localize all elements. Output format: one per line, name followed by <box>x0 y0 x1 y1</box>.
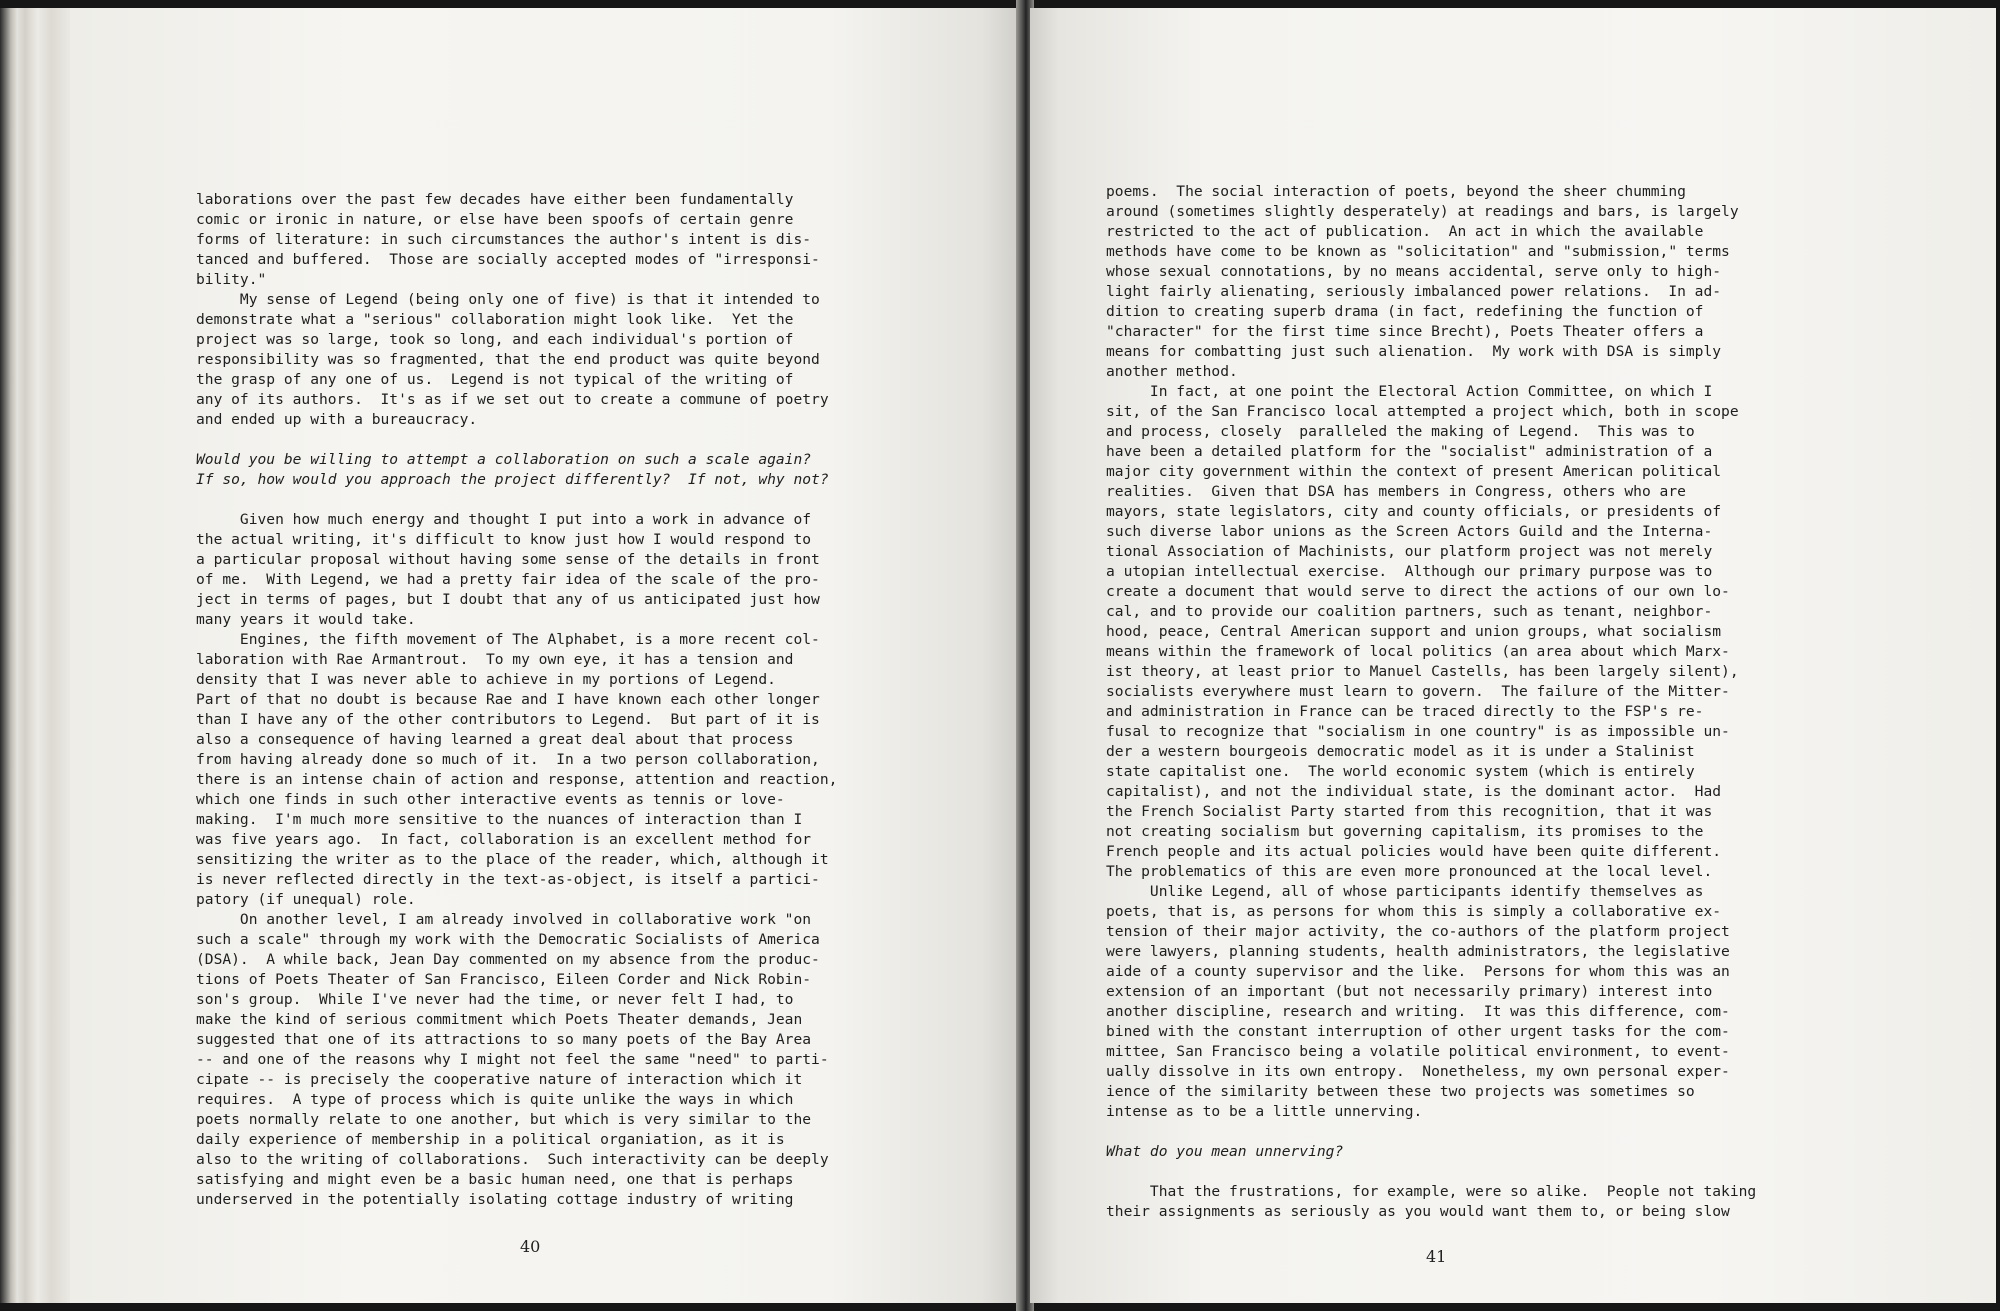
text-line: If so, how would you approach the project differently? If not, why not? <box>196 471 829 488</box>
text-line: sensitizing the writer as to the place of the reader, which, although it <box>196 851 829 868</box>
text-line: another discipline, research and writing. It was this difference, com- <box>1106 1003 1730 1020</box>
text-line: were lawyers, planning students, health administrators, the legislative <box>1106 943 1730 960</box>
text-line: around (sometimes slightly desperately) at readings and bars, is largely <box>1106 203 1739 220</box>
text-line: and process, closely paralleled the making of Legend. This was to <box>1106 423 1695 440</box>
text-line: tanced and buffered. Those are socially accepted modes of "irresponsi- <box>196 251 820 268</box>
text-line: In fact, at one point the Electoral Action Committee, on which I <box>1106 383 1713 400</box>
text-line: responsibility was so fragmented, that the end product was quite beyond <box>196 351 820 368</box>
right-page <box>1030 8 1996 1303</box>
text-line: capitalist), and not the individual state, is the dominant actor. Had <box>1106 783 1722 800</box>
right-page-number: 41 <box>1426 1247 1447 1266</box>
text-line: Part of that no doubt is because Rae and I have known each other longer <box>196 691 820 708</box>
text-line: which one finds in such other interactive events as tennis or love- <box>196 791 785 808</box>
text-line: such diverse labor unions as the Screen Actors Guild and the Interna- <box>1106 523 1713 540</box>
text-line: extension of an important (but not necessarily primary) interest into <box>1106 983 1713 1000</box>
left-page-text <box>196 190 837 1210</box>
text-line: realities. Given that DSA has members in Congress, others who are <box>1106 483 1686 500</box>
text-line: aide of a county supervisor and the like. Persons for whom this was an <box>1106 963 1730 980</box>
text-line: (DSA). A while back, Jean Day commented on my absence from the produc- <box>196 951 820 968</box>
left-page-number: 40 <box>520 1237 541 1256</box>
text-line: project was so large, took so long, and each individual's portion of <box>196 331 794 348</box>
text-line: son's group. While I've never had the time, or never felt I had, to <box>196 991 794 1008</box>
text-line: of me. With Legend, we had a pretty fair idea of the scale of the pro- <box>196 571 820 588</box>
text-line: ience of the similarity between these two projects was sometimes so <box>1106 1083 1695 1100</box>
text-line: Engines, the fifth movement of The Alphabet, is a more recent col- <box>196 631 820 648</box>
text-line: underserved in the potentially isolating cottage industry of writing <box>196 1191 794 1208</box>
text-line: methods have come to be known as "solicitation" and "submission," terms <box>1106 243 1730 260</box>
text-line: tension of their major activity, the co-authors of the platform project <box>1106 923 1730 940</box>
text-line: the French Socialist Party started from this recognition, that it was <box>1106 803 1713 820</box>
text-line: not creating socialism but governing capitalism, its promises to the <box>1106 823 1704 840</box>
text-line: many years it would take. <box>196 611 416 628</box>
text-line: "character" for the first time since Brecht), Poets Theater offers a <box>1106 323 1704 340</box>
text-line: requires. A type of process which is quite unlike the ways in which <box>196 1091 794 1108</box>
text-line: light fairly alienating, seriously imbalanced power relations. In ad- <box>1106 283 1722 300</box>
text-line: My sense of Legend (being only one of five) is that it intended to <box>196 291 820 308</box>
text-line: the actual writing, it's difficult to know just how I would respond to <box>196 531 812 548</box>
text-line: also to the writing of collaborations. Such interactivity can be deeply <box>196 1151 829 1168</box>
text-line: a utopian intellectual exercise. Although our primary purpose was to <box>1106 563 1713 580</box>
text-line: bined with the constant interruption of other urgent tasks for the com- <box>1106 1023 1730 1040</box>
text-line: socialists everywhere must learn to govern. The failure of the Mitter- <box>1106 683 1730 700</box>
text-line: ually dissolve in its own entropy. Nonetheless, my own personal exper- <box>1106 1063 1730 1080</box>
text-line: major city government within the context of present American political <box>1106 463 1722 480</box>
right-page-text <box>1106 182 1756 1222</box>
text-line: such a scale" through my work with the Democratic Socialists of America <box>196 931 820 948</box>
text-line: also a consequence of having learned a great deal about that process <box>196 731 794 748</box>
text-line: whose sexual connotations, by no means accidental, serve only to high- <box>1106 263 1722 280</box>
text-line: ject in terms of pages, but I doubt that any of us anticipated just how <box>196 591 820 608</box>
text-line: dition to creating superb drama (in fact, redefining the function of <box>1106 303 1704 320</box>
text-line: Would you be willing to attempt a collaboration on such a scale again? <box>196 451 812 468</box>
text-line: any of its authors. It's as if we set out to create a commune of poetry <box>196 391 829 408</box>
text-line: density that I was never able to achieve in my portions of Legend. <box>196 671 776 688</box>
text-line: restricted to the act of publication. An act in which the available <box>1106 223 1704 240</box>
text-line: demonstrate what a "serious" collaboration might look like. Yet the <box>196 311 794 328</box>
text-line: another method. <box>1106 363 1238 380</box>
text-line: from having already done so much of it. In a two person collaboration, <box>196 751 820 768</box>
text-line: making. I'm much more sensitive to the nuances of interaction than I <box>196 811 803 828</box>
text-line: patory (if unequal) role. <box>196 891 416 908</box>
text-line: is never reflected directly in the text-as-object, is itself a partici- <box>196 871 820 888</box>
text-line: Unlike Legend, all of whose participants identify themselves as <box>1106 883 1704 900</box>
text-line: cipate -- is precisely the cooperative nature of interaction which it <box>196 1071 803 1088</box>
text-line: The problematics of this are even more pronounced at the local level. <box>1106 863 1713 880</box>
text-line: fusal to recognize that "socialism in one country" is as impossible un- <box>1106 723 1730 740</box>
text-line: French people and its actual policies would have been quite different. <box>1106 843 1722 860</box>
text-line: poems. The social interaction of poets, beyond the sheer chumming <box>1106 183 1686 200</box>
text-line: means within the framework of local politics (an area about which Marx- <box>1106 643 1730 660</box>
text-line: satisfying and might even be a basic human need, one that is perhaps <box>196 1171 794 1188</box>
text-line: poets normally relate to one another, but which is very similar to the <box>196 1111 812 1128</box>
text-line: tional Association of Machinists, our platform project was not merely <box>1106 543 1713 560</box>
text-line: was five years ago. In fact, collaboration is an excellent method for <box>196 831 812 848</box>
text-line: Given how much energy and thought I put into a work in advance of <box>196 511 812 528</box>
text-line: the grasp of any one of us. Legend is not typical of the writing of <box>196 371 794 388</box>
text-line: means for combatting just such alienation. My work with DSA is simply <box>1106 343 1722 360</box>
page-edges <box>0 8 78 1303</box>
text-line: intense as to be a little unnerving. <box>1106 1103 1423 1120</box>
text-line: and ended up with a bureaucracy. <box>196 411 478 428</box>
text-line: sit, of the San Francisco local attempted a project which, both in scope <box>1106 403 1739 420</box>
text-line: have been a detailed platform for the "socialist" administration of a <box>1106 443 1713 460</box>
text-line: hood, peace, Central American support and union groups, what socialism <box>1106 623 1722 640</box>
text-line: laborations over the past few decades have either been fundamentally <box>196 191 794 208</box>
text-line: there is an intense chain of action and response, attention and reaction, <box>196 771 838 788</box>
text-line: and administration in France can be traced directly to the FSP's re- <box>1106 703 1704 720</box>
text-line: than I have any of the other contributors to Legend. But part of it is <box>196 711 820 728</box>
text-line: suggested that one of its attractions to so many poets of the Bay Area <box>196 1031 812 1048</box>
text-line: laboration with Rae Armantrout. To my own eye, it has a tension and <box>196 651 794 668</box>
text-line: That the frustrations, for example, were so alike. People not taking <box>1106 1183 1757 1200</box>
text-line: -- and one of the reasons why I might not feel the same "need" to parti- <box>196 1051 829 1068</box>
text-line: der a western bourgeois democratic model as it is under a Stalinist <box>1106 743 1695 760</box>
text-line: make the kind of serious commitment which Poets Theater demands, Jean <box>196 1011 803 1028</box>
text-line: On another level, I am already involved in collaborative work "on <box>196 911 812 928</box>
text-line: cal, and to provide our coalition partners, such as tenant, neighbor- <box>1106 603 1713 620</box>
text-line: mayors, state legislators, city and county officials, or presidents of <box>1106 503 1722 520</box>
text-line: daily experience of membership in a political organiation, as it is <box>196 1131 785 1148</box>
text-line: forms of literature: in such circumstances the author's intent is dis- <box>196 231 812 248</box>
text-line: tions of Poets Theater of San Francisco, Eileen Corder and Nick Robin- <box>196 971 812 988</box>
text-line: poets, that is, as persons for whom this is simply a collaborative ex- <box>1106 903 1722 920</box>
text-line: create a document that would serve to direct the actions of our own lo- <box>1106 583 1730 600</box>
text-line: their assignments as seriously as you would want them to, or being slow <box>1106 1203 1730 1220</box>
text-line: a particular proposal without having some sense of the details in front <box>196 551 820 568</box>
text-line: What do you mean unnerving? <box>1106 1143 1344 1160</box>
text-line: bility." <box>196 271 267 288</box>
text-line: mittee, San Francisco being a volatile political environment, to event- <box>1106 1043 1730 1060</box>
text-line: comic or ironic in nature, or else have been spoofs of certain genre <box>196 211 794 228</box>
text-line: state capitalist one. The world economic system (which is entirely <box>1106 763 1695 780</box>
left-page <box>70 8 1020 1303</box>
text-line: ist theory, at least prior to Manuel Castells, has been largely silent), <box>1106 663 1739 680</box>
